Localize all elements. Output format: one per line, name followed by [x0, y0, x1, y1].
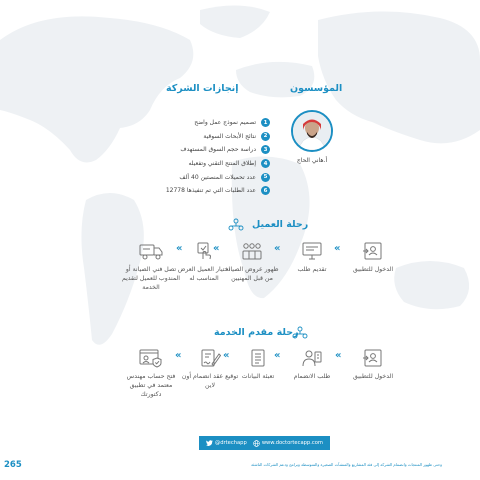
monitor-request-icon: [301, 241, 323, 261]
chevron-left-icon: «: [334, 243, 340, 254]
achievement-number: 6: [261, 186, 270, 195]
chevron-left-icon: «: [175, 350, 181, 361]
provider-step-apply: [282, 348, 342, 382]
achievement-number: 2: [261, 132, 270, 141]
step-label: طلب الانضمام: [293, 373, 331, 380]
achievements-list: [165, 116, 270, 198]
achievement-item: [170, 157, 270, 171]
contact-bar: [199, 436, 330, 450]
provider-step-account: [121, 348, 181, 400]
achievement-item: [170, 170, 270, 184]
achievements-title: إنجازات الشركة: [166, 83, 239, 94]
step-label: تصل فني الصيانة أو المندوب للعميل لتقديم الخدمة: [121, 266, 181, 291]
chevron-left-icon: «: [274, 243, 280, 254]
person-portrait-icon: [293, 112, 331, 150]
grid-offers-icon: [240, 241, 264, 261]
verified-account-icon: [138, 348, 164, 368]
chevron-left-icon: «: [274, 350, 280, 361]
twitter-link[interactable]: [206, 440, 247, 446]
customer-journey-title: رحلة العميل: [252, 219, 309, 230]
hand-select-icon: [194, 241, 214, 261]
login-icon: [362, 348, 384, 368]
achievement-number: 3: [261, 145, 270, 154]
chevron-left-icon: «: [176, 243, 182, 254]
customer-step-login: [343, 241, 403, 275]
login-icon: [362, 241, 384, 261]
customer-step-request: [282, 241, 342, 275]
customer-step-select: [174, 241, 234, 284]
step-label: توقيع عقد انضمام أون لاين: [181, 373, 239, 389]
founder-avatar: [291, 110, 333, 152]
step-label: تقديم طلب: [297, 266, 327, 273]
delivery-truck-icon: [138, 241, 164, 261]
achievement-number: 1: [261, 118, 270, 127]
chevron-left-icon: «: [223, 350, 229, 361]
achievement-text: عدد تحميلات المنصتين 40 ألف: [179, 173, 256, 181]
network-icon: [228, 218, 244, 232]
achievement-number: 4: [261, 159, 270, 168]
achievement-item: [170, 143, 270, 157]
achievement-text: إطلاق المنتج التقني وتفعيله: [188, 160, 256, 168]
page-number: 265: [4, 460, 22, 470]
achievement-text: نتائج الأبحاث السوقية: [203, 132, 256, 140]
provider-step-login: [343, 348, 403, 382]
achievement-text: دراسة حجم السوق المستهدف: [180, 146, 256, 154]
step-label: فتح حساب مهندس معتمد في تطبيق دكتورتك: [126, 373, 176, 398]
step-label: تعبئة البيانات: [241, 373, 275, 380]
step-label: الدخول للتطبيق: [352, 266, 394, 273]
sign-contract-icon: [199, 348, 221, 368]
website-url: www.doctortecapp.com: [261, 440, 323, 446]
footer-note: وحتى ظهور المنتجات وانضمام الشركة إلى فئة المشاريع والمنشآت الصغيرة والمتوسطة وبرامج ودعم الشركات الناشئة: [251, 462, 442, 467]
user-apply-icon: [301, 348, 323, 368]
achievement-number: 5: [261, 173, 270, 182]
twitter-icon: [206, 440, 213, 446]
website-link[interactable]: [253, 440, 323, 447]
twitter-handle: @drtechapp: [215, 440, 247, 446]
founders-title: المؤسسون: [290, 83, 343, 94]
form-document-icon: [249, 348, 267, 368]
provider-step-contract: [180, 348, 240, 391]
provider-journey-title: رحلة مقدم الخدمة: [214, 327, 299, 338]
step-label: اختيار العميل العرض المناسب له: [177, 266, 231, 282]
achievement-item: [170, 116, 270, 130]
founder-name: أ.هاني الحاج: [296, 157, 328, 164]
step-label: ظهور عروض الصيانة من قبل المهنيين: [225, 266, 279, 282]
achievement-item: [165, 184, 270, 198]
chevron-left-icon: «: [213, 243, 219, 254]
network-icon: [292, 326, 308, 340]
customer-step-delivery: [121, 241, 181, 293]
achievement-item: [170, 130, 270, 144]
step-label: الدخول للتطبيق: [352, 373, 394, 380]
achievement-text: تصميم نموذج عمل واضح: [194, 119, 256, 127]
chevron-left-icon: «: [335, 350, 341, 361]
globe-icon: [253, 440, 260, 447]
achievement-text: عدد الطلبات التي تم تنفيذها 12778: [165, 187, 256, 195]
